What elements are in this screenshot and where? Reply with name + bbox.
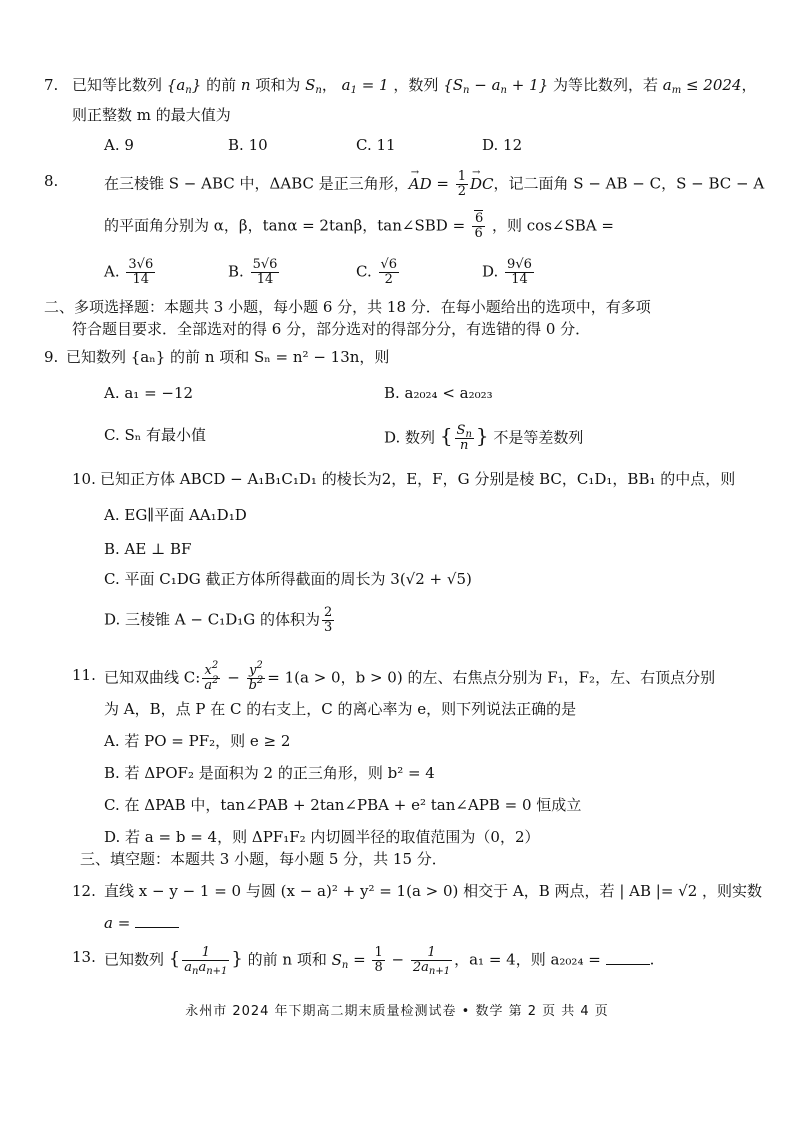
- q13-stem: 已知数列 { $\frac{1}{a_na_{n+1}}$ } 的前 n 项和 $S_n$ = $\frac{1}{8}$ − $\frac{1}{2a_{n+1}}$ ，a₁ = 4，则 a₂₀₂₄ = .: [104, 945, 655, 977]
- q7-option-b: B. 10: [228, 136, 268, 154]
- q7-option-a: A. 9: [104, 136, 134, 154]
- q11-option-a: A. 若 PO = PF₂，则 e ≥ 2: [104, 732, 291, 750]
- q11-stem: 已知双曲线 C: $\frac{x^2}{a^2}$ − $\frac{y^2}{b^2}$ = 1(a > 0，b > 0) 的左、右焦点分别为 F₁，F₂，左、右顶点分别: [104, 660, 716, 693]
- q7-number: 7.: [44, 76, 59, 94]
- q8-line1: 在三棱锥 S − ABC 中，ΔABC 是正三角形，→ AD = $\frac{1}{2}$ → DC，记二面角 S − AB − C，S − BC − A: [104, 170, 764, 199]
- q7-option-c: C. 11: [356, 136, 396, 154]
- q8-option-d: D. $\frac{9√6}{14}$: [482, 257, 532, 287]
- q9-option-d: D. 数列 { $\frac{S_n}{n}$ } 不是等差数列: [384, 423, 584, 453]
- q9-option-b: B. a₂₀₂₄ < a₂₀₂₃: [384, 384, 493, 402]
- q13-answer-blank: [606, 950, 650, 965]
- q9-stem: 已知数列 {aₙ} 的前 n 项和 Sₙ = n² − 13n，则: [66, 348, 390, 366]
- q10-number: 10.: [72, 470, 96, 488]
- section2-heading: 二、多项选择题：本题共 3 小题，每小题 6 分，共 18 分．在每小题给出的选项中，有多项: [44, 298, 651, 316]
- section2-instructions: 符合题目要求．全部选对的得 6 分，部分选对的得部分分，有选错的得 0 分．: [72, 320, 591, 338]
- q7-stem: 已知等比数列 $\{a_n\}$ 的前 n 项和为 $S_n$， $a_1 = 1$ ，数列 $\{S_n - a_n + 1\}$ 为等比数列，若 $a_m \le 2024$，: [72, 76, 757, 96]
- q9-number: 9.: [44, 348, 59, 366]
- q12-answer-blank: [135, 913, 179, 928]
- q8-option-a: A. $\frac{3√6}{14}$: [104, 257, 154, 287]
- q11-option-d: D. 若 a = b = 4，则 ΔPF₁F₂ 内切圆半径的取值范围为（0，2）: [104, 828, 540, 846]
- q12-line1: 直线 x − y − 1 = 0 与圆 (x − a)² + y² = 1(a > 0) 相交于 A，B 两点，若 | AB |= √2 ，则实数: [104, 882, 763, 900]
- q11-line2: 为 A，B，点 P 在 C 的右支上，C 的离心率为 e，则下列说法正确的是: [104, 700, 577, 718]
- q13-number: 13.: [72, 948, 96, 966]
- page-footer: 永州市 2024 年下期高二期末质量检测试卷 • 数学 第 2 页 共 4 页: [185, 1004, 609, 1019]
- q8-number: 8.: [44, 172, 59, 190]
- section3-heading: 三、填空题：本题共 3 小题，每小题 5 分，共 15 分．: [80, 850, 447, 868]
- q10-option-d: D. 三棱锥 A − C₁D₁G 的体积为 $\frac{2}{3}$: [104, 605, 333, 635]
- q7-option-d: D. 12: [482, 136, 523, 154]
- q10-option-a: A. EG∥平面 AA₁D₁D: [104, 506, 247, 524]
- q9-option-a: A. a₁ = −12: [104, 384, 194, 402]
- q10-option-c: C. 平面 C₁DG 截正方体所得截面的周长为 3(√2 + √5): [104, 570, 472, 588]
- q10-option-b: B. AE ⊥ BF: [104, 540, 192, 558]
- q8-line2: 的平面角分别为 α，β，tanα = 2tanβ，tan∠SBD = $\frac{6}{6}$ ，则 cos∠SBA =: [104, 211, 614, 241]
- q8-option-c: C. $\frac{√6}{2}$: [356, 257, 398, 287]
- q12-number: 12.: [72, 882, 96, 900]
- q11-number: 11.: [72, 666, 96, 684]
- q9-option-c: C. Sₙ 有最小值: [104, 426, 207, 444]
- q11-option-c: C. 在 ΔPAB 中，tan∠PAB + 2tan∠PBA + e² tan∠APB = 0 恒成立: [104, 796, 582, 814]
- q7-line2: 则正整数 m 的最大值为: [72, 106, 231, 124]
- q10-stem: 已知正方体 ABCD − A₁B₁C₁D₁ 的棱长为2，E，F，G 分别是棱 BC，C₁D₁，BB₁ 的中点，则: [100, 470, 736, 488]
- q8-option-b: B. $\frac{5√6}{14}$: [228, 257, 278, 287]
- q11-option-b: B. 若 ΔPOF₂ 是面积为 2 的正三角形，则 b² = 4: [104, 764, 435, 782]
- q12-line2: a =: [104, 912, 179, 934]
